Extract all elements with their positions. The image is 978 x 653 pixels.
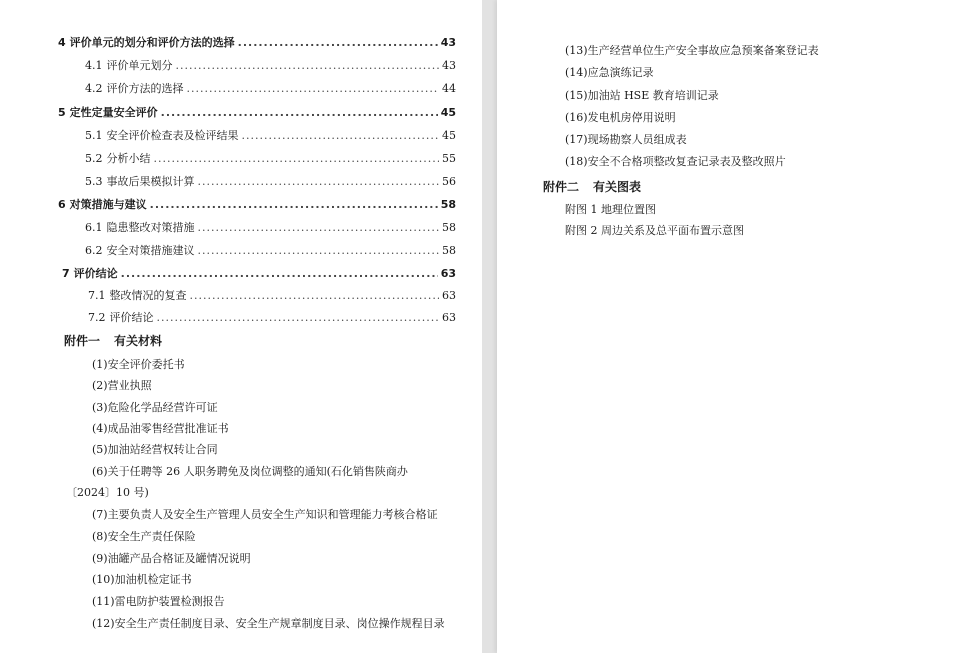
- list-item: (16)发电机房停用说明: [565, 111, 676, 124]
- list-item: (1)安全评价委托书: [92, 358, 185, 371]
- toc-entry[interactable]: [58, 36, 456, 50]
- toc-page: 45: [442, 129, 456, 142]
- toc-page: 58: [440, 198, 456, 211]
- toc-number: 5: [58, 106, 66, 119]
- list-item: (8)安全生产责任保险: [92, 530, 196, 543]
- toc-leader: [242, 129, 440, 143]
- toc-title: 对策措施与建议: [69, 198, 147, 211]
- toc-entry[interactable]: [58, 198, 456, 212]
- toc-title: 事故后果模拟计算: [106, 175, 195, 188]
- list-item: (17)现场勘察人员组成表: [565, 133, 687, 146]
- toc-page: 43: [442, 59, 456, 72]
- toc-leader: [190, 289, 440, 303]
- toc-page: 43: [440, 36, 456, 49]
- toc-leader: [198, 221, 440, 235]
- toc-title: 隐患整改对策措施: [106, 221, 195, 234]
- toc-page: 56: [442, 175, 456, 188]
- attachment1-label: 附件一: [64, 334, 101, 348]
- toc-entry[interactable]: [88, 311, 456, 325]
- toc-entry[interactable]: [85, 129, 456, 143]
- toc-entry[interactable]: [85, 244, 456, 258]
- toc-title: 安全评价检查表及检评结果: [106, 129, 239, 142]
- toc-title: 评价结论: [73, 267, 118, 280]
- toc-page: 58: [442, 244, 456, 257]
- list-item: (10)加油机检定证书: [92, 573, 192, 586]
- attachment2-title: 有关图表: [593, 180, 642, 194]
- toc-entry[interactable]: [85, 82, 456, 96]
- list-item: (3)危险化学品经营许可证: [92, 401, 218, 414]
- toc-leader: [198, 244, 440, 258]
- left-page: [0, 0, 482, 653]
- toc-number: 5.3: [85, 175, 103, 188]
- toc-leader: [161, 106, 438, 120]
- toc-leader: [121, 267, 438, 281]
- toc-number: 4.1: [85, 59, 103, 72]
- toc-number: 6: [58, 198, 66, 211]
- toc-title: 分析小结: [106, 152, 151, 165]
- toc-entry[interactable]: [62, 267, 456, 281]
- toc-title: 安全对策措施建议: [106, 244, 195, 257]
- toc-number: 4: [58, 36, 66, 49]
- toc-page: 58: [442, 221, 456, 234]
- toc-title: 评价单元划分: [106, 59, 173, 72]
- figure-item: 附图 2 周边关系及总平面布置示意图: [565, 224, 744, 237]
- toc-page: 63: [442, 311, 456, 324]
- toc-page: 55: [442, 152, 456, 165]
- toc-entry[interactable]: [85, 221, 456, 235]
- toc-leader: [157, 311, 440, 325]
- toc-number: 6.1: [85, 221, 103, 234]
- list-item: (13)生产经营单位生产安全事故应急预案备案登记表: [565, 44, 819, 57]
- right-page: [497, 0, 978, 653]
- attachment2-label: 附件二: [543, 180, 580, 194]
- toc-title: 评价单元的划分和评价方法的选择: [69, 36, 235, 49]
- toc-number: 5.1: [85, 129, 103, 142]
- toc-number: 7: [62, 267, 70, 280]
- list-item: (6)关于任聘等 26 人职务聘免及岗位调整的通知(石化销售陕商办: [92, 465, 408, 478]
- page-gutter: [482, 0, 497, 653]
- toc-entry[interactable]: [85, 152, 456, 166]
- list-item: (18)安全不合格项整改复查记录表及整改照片: [565, 155, 786, 168]
- list-item: (9)油罐产品合格证及罐情况说明: [92, 552, 251, 565]
- toc-entry[interactable]: [88, 289, 456, 303]
- attachment2-heading: [543, 179, 641, 195]
- toc-number: 6.2: [85, 244, 103, 257]
- list-item: (11)雷电防护装置检测报告: [92, 595, 225, 608]
- attachment1-heading: [64, 333, 162, 349]
- list-item: (7)主要负责人及安全生产管理人员安全生产知识和管理能力考核合格证: [92, 508, 438, 521]
- list-item: (12)安全生产责任制度目录、安全生产规章制度目录、岗位操作规程目录: [92, 617, 445, 630]
- toc-page: 44: [442, 82, 456, 95]
- list-item: (2)营业执照: [92, 379, 152, 392]
- list-item: (5)加油站经营权转让合同: [92, 443, 218, 456]
- toc-entry[interactable]: [85, 175, 456, 189]
- toc-title: 评价方法的选择: [106, 82, 184, 95]
- list-item: (4)成品油零售经营批准证书: [92, 422, 229, 435]
- toc-page: 63: [440, 267, 456, 280]
- toc-title: 整改情况的复查: [109, 289, 187, 302]
- toc-leader: [198, 175, 440, 189]
- list-item: (14)应急演练记录: [565, 66, 654, 79]
- toc-leader: [176, 59, 440, 73]
- toc-page: 45: [440, 106, 456, 119]
- toc-title: 定性定量安全评价: [69, 106, 158, 119]
- list-item: (15)加油站 HSE 教育培训记录: [565, 89, 719, 102]
- toc-title: 评价结论: [109, 311, 154, 324]
- attachment1-title: 有关材料: [114, 334, 163, 348]
- list-item: 〔2024〕10 号): [66, 486, 149, 499]
- toc-leader: [150, 198, 438, 212]
- figure-item: 附图 1 地理位置图: [565, 203, 656, 216]
- toc-number: 7.2: [88, 311, 106, 324]
- toc-leader: [238, 36, 438, 50]
- toc-entry[interactable]: [58, 106, 456, 120]
- toc-number: 4.2: [85, 82, 103, 95]
- toc-leader: [187, 82, 440, 96]
- toc-leader: [154, 152, 440, 166]
- toc-page: 63: [442, 289, 456, 302]
- toc-number: 5.2: [85, 152, 103, 165]
- toc-entry[interactable]: [85, 59, 456, 73]
- toc-number: 7.1: [88, 289, 106, 302]
